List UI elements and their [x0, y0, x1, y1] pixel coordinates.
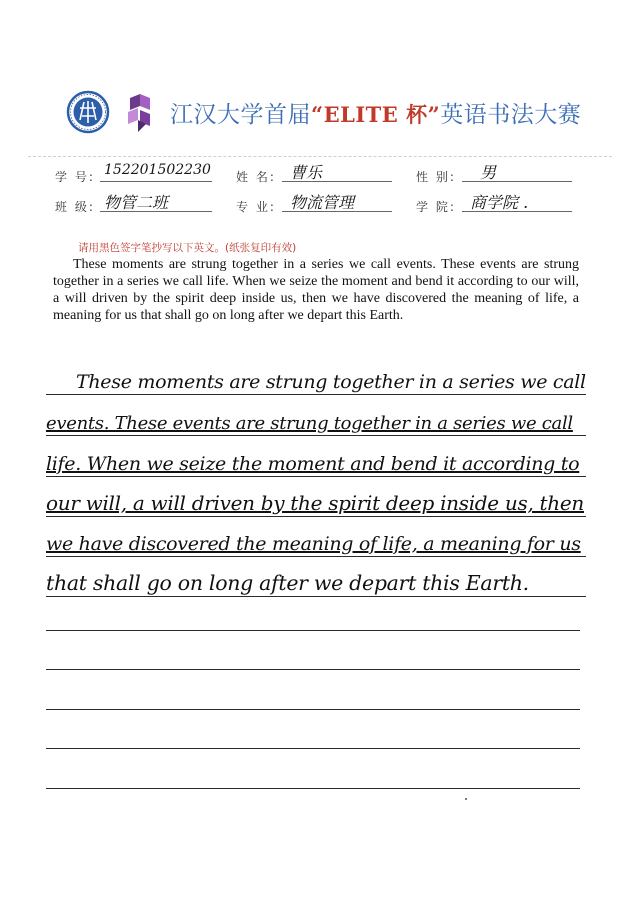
gender-value: 男	[480, 163, 497, 182]
handwriting-line	[46, 436, 586, 477]
blank-ruled-line	[46, 630, 580, 631]
handwriting-text: These moments are strung together in a series we call	[76, 371, 586, 393]
gender-underline	[462, 181, 572, 182]
instruction-text: 请用黑色签字笔抄写以下英文。(纸张复印有效)	[78, 242, 297, 254]
handwriting-text: events. These events are strung together in a series we call	[46, 413, 573, 434]
university-seal-icon	[66, 90, 110, 134]
class-value: 物管二班	[104, 193, 169, 212]
major-label: 专 业:	[236, 200, 276, 214]
college-value: 商学院 .	[470, 193, 529, 212]
blank-ruled-line	[46, 709, 580, 710]
handwriting-text: we have discovered the meaning of life, a meaning for us	[46, 533, 581, 555]
gender-label: 性 别:	[416, 170, 456, 184]
name-value: 曹乐	[290, 163, 323, 182]
college-label: 学 院:	[416, 200, 456, 214]
major-value: 物流管理	[290, 193, 355, 212]
class-underline	[100, 211, 212, 212]
source-passage: These moments are strung together in a series we call events. These events are strung together in a series we call life. When we seize the moment and bend it according to our will, a will driven by the spirit deep inside us, then we have discovered the meaning of life, a meaning for us that shall go on long after we depart this Earth.	[53, 257, 579, 323]
header-divider	[28, 156, 612, 157]
name-label: 姓 名:	[236, 170, 276, 184]
handwriting-line	[46, 516, 586, 557]
handwriting-text: our will, a will driven by the spirit deep inside us, then	[46, 491, 584, 515]
ink-speck	[465, 798, 467, 800]
college-underline	[462, 211, 572, 212]
student-id-label: 学 号:	[55, 170, 95, 184]
blank-ruled-line	[46, 748, 580, 749]
major-underline	[282, 211, 392, 212]
handwriting-line	[46, 556, 586, 597]
student-id-value: 152201502230	[104, 162, 211, 178]
name-underline	[282, 181, 392, 182]
elite-cube-logo-icon	[126, 94, 158, 132]
page-title: 江汉大学首届“ELITE 杯”英语书法大赛	[170, 102, 582, 128]
page-header	[60, 90, 600, 140]
handwriting-text: that shall go on long after we depart this Earth.	[46, 571, 529, 595]
handwriting-text: life. When we seize the moment and bend it according to	[46, 453, 580, 475]
blank-ruled-line	[46, 669, 580, 670]
student-id-underline	[100, 181, 212, 182]
blank-ruled-line	[46, 788, 580, 789]
handwriting-line	[46, 476, 586, 517]
handwriting-line	[46, 395, 586, 436]
class-label: 班 级:	[55, 200, 95, 214]
handwriting-line	[46, 354, 586, 395]
